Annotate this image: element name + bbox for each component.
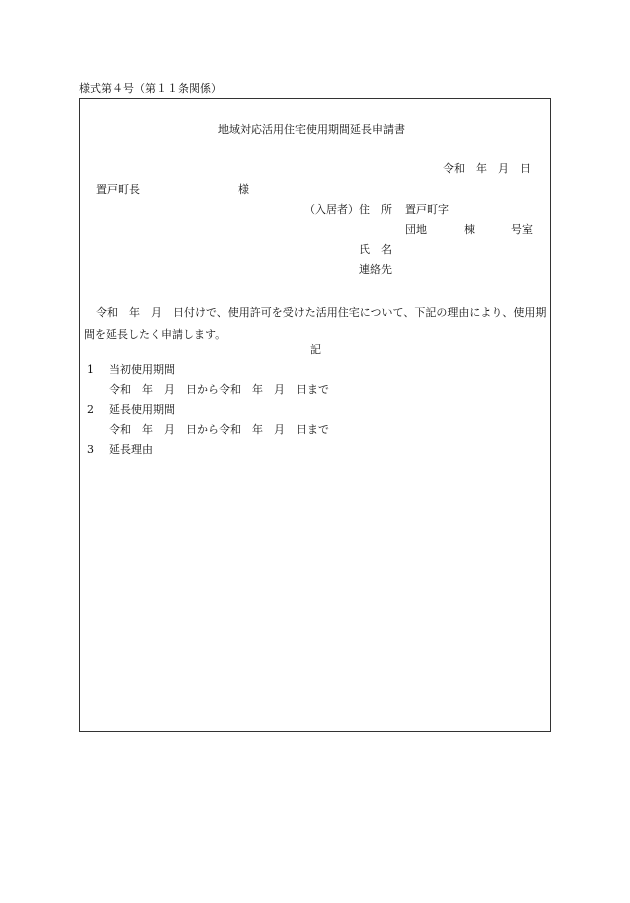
form-number: 様式第４号（第１１条関係） [79, 82, 222, 95]
addressee-name: 置戸町長 [96, 183, 140, 196]
applicant-role-label: （入居者） [304, 203, 359, 216]
addressee-honorific: 様 [238, 183, 249, 196]
name-field[interactable]: 氏 名 [359, 243, 392, 256]
item-2-number: 2 [87, 403, 94, 416]
ki-heading: 記 [310, 343, 321, 356]
item-1-number: 1 [87, 363, 94, 376]
contact-field[interactable]: 連絡先 [359, 263, 392, 276]
item-3-label: 延長理由 [109, 443, 153, 456]
housing-building-field[interactable]: 棟 [464, 223, 475, 236]
item-2-label: 延長使用期間 [109, 403, 175, 416]
housing-room-field[interactable]: 号室 [511, 223, 533, 236]
item-3-number: 3 [87, 443, 94, 456]
item-1-period-field[interactable]: 令和 年 月 日から令和 年 月 日まで [109, 383, 329, 396]
date-line[interactable]: 令和 年 月 日 [443, 162, 531, 175]
address-label: 住 所 [359, 203, 392, 216]
item-1-label: 当初使用期間 [109, 363, 175, 376]
request-body-text: 令和 年 月 日付けで、使用許可を受けた活用住宅について、下記の理由により、使用期間を延長したく申請します。 [84, 306, 547, 341]
form-title: 地域対応活用住宅使用期間延長申請書 [218, 123, 405, 136]
item-2-period-field[interactable]: 令和 年 月 日から令和 年 月 日まで [109, 423, 329, 436]
address-field[interactable]: 置戸町字 [405, 203, 449, 216]
housing-complex-field[interactable]: 団地 [405, 223, 427, 236]
